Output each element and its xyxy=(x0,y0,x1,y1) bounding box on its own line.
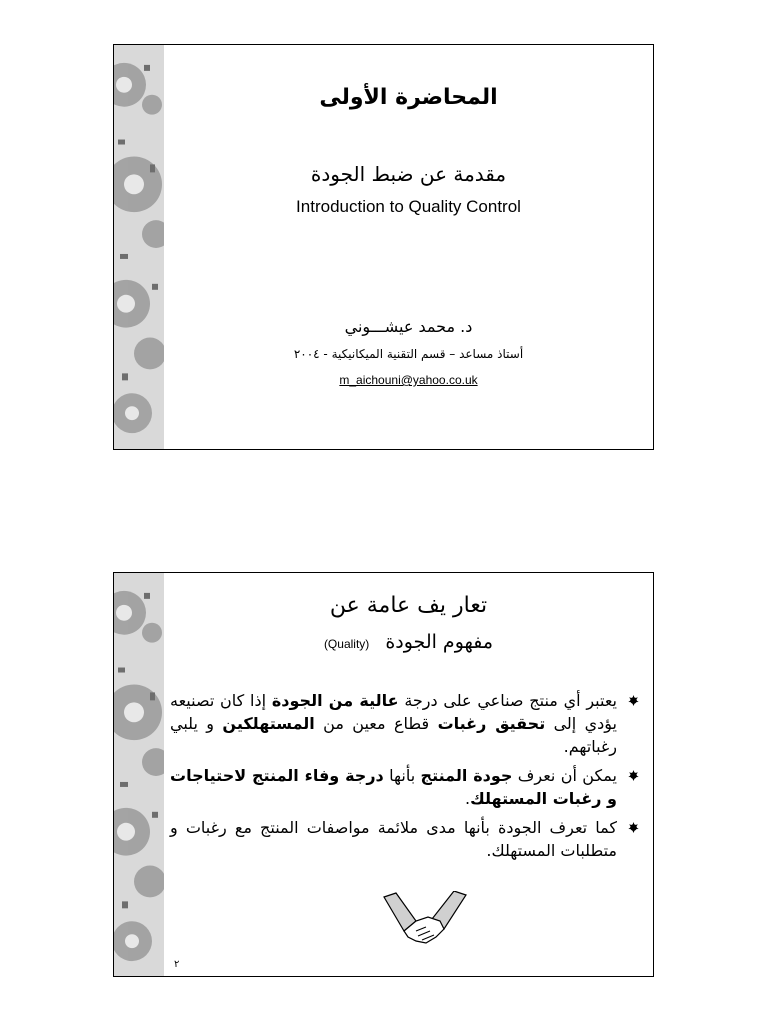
author-position: أستاذ مساعد – قسم التقنية الميكانيكية - ٢٠٠٤ xyxy=(293,347,524,361)
bullet-1-bold-a: عالية من الجودة xyxy=(271,691,399,710)
slide-2 xyxy=(113,572,654,977)
bullet-1-bold-b: تحقيق رغبات xyxy=(437,714,546,733)
bullet-icon xyxy=(628,695,639,706)
bullet-3-text: كما تعرف الجودة بأنها مدى ملائمة مواصفات المنتج مع رغبات و متطلبات المستهلك. xyxy=(170,818,617,860)
slide-2-subtitle-latin: (Quality) xyxy=(323,637,370,651)
bullet-2-text-b: بأنها xyxy=(383,766,421,785)
slide-1-title: المحاضرة الأولى xyxy=(319,85,498,110)
bullet-2-bold-a: جودة المنتج xyxy=(420,766,513,785)
slide-1-subtitle-english: Introduction to Quality Control xyxy=(296,197,521,216)
definition-list xyxy=(170,689,639,868)
slide-2-subtitle xyxy=(164,631,653,653)
page-number: ٢ xyxy=(174,959,180,970)
bullet-icon xyxy=(628,822,639,833)
bullet-1-text-b: إذا كان تصنيعه يؤدي إلى xyxy=(170,691,617,733)
slide-2-title: تعار يف عامة عن xyxy=(329,593,488,618)
author-email-link[interactable]: m_aichouni@yahoo.co.uk xyxy=(339,373,478,387)
list-item xyxy=(170,689,639,758)
slide-1-content xyxy=(164,45,653,449)
bullet-1-bold-c: المستهلكين xyxy=(222,714,315,733)
author-name: د. محمد عيشـــوني xyxy=(344,317,473,336)
slide-1 xyxy=(113,44,654,450)
bullet-2-bold-b: درجة وفاء المنتج لاحتياجات و رغبات المستهلك xyxy=(170,766,617,808)
bullet-1-text-c: قطاع معين من xyxy=(314,714,438,733)
bullet-2-text-a: يمكن أن نعرف xyxy=(512,766,618,785)
list-item xyxy=(170,764,639,810)
slide-1-subtitle-arabic: مقدمة عن ضبط الجودة xyxy=(310,162,507,186)
handshake-icon xyxy=(382,891,468,947)
list-item xyxy=(170,816,639,862)
bullet-1-text-a: يعتبر أي منتج صناعي على درجة xyxy=(398,691,617,710)
gear-decoration-icon xyxy=(114,45,164,449)
slide-2-content xyxy=(164,573,653,976)
bullet-2-text-c: . xyxy=(465,789,471,808)
bullet-icon xyxy=(628,770,639,781)
bullet-1-text-d: و يلبي رغباتهم. xyxy=(170,714,617,756)
gear-decoration-icon xyxy=(114,573,164,976)
slide-2-subtitle-arabic: مفهوم الجودة xyxy=(385,631,494,653)
